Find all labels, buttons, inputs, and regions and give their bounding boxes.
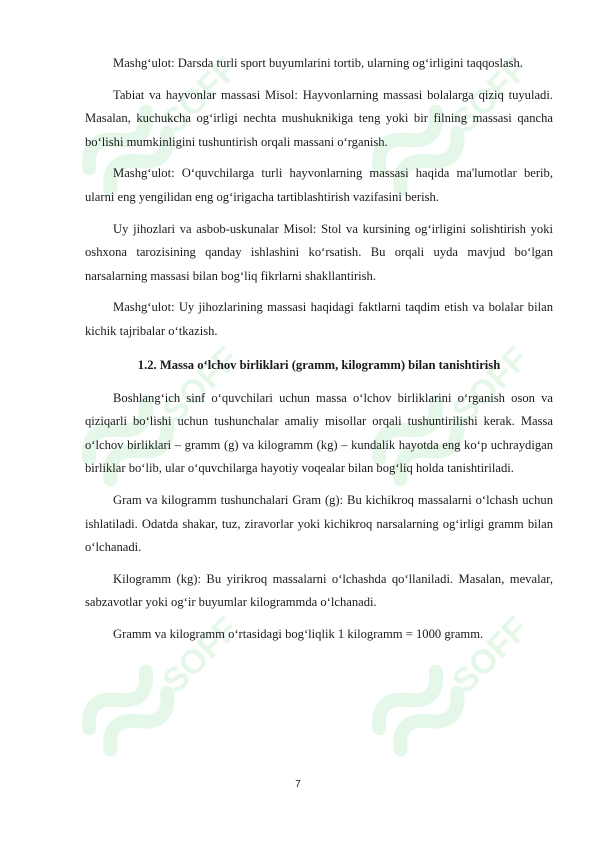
page-number: 7	[295, 779, 301, 790]
paragraph-animals-exercise: Mashg‘ulot: O‘quvchilarga turli hayvonlarning massasi haqida ma'lumotlar berib, ularni eng yengilidan eng og‘irigacha tartiblashtirish vazifasini berish.	[85, 166, 553, 204]
paragraph-sport-exercise: Mashg‘ulot: Darsda turli sport buyumlarini tortib, ularning og‘irligini taqqoslash.	[113, 56, 523, 70]
svg-text:SOFF: SOFF	[445, 49, 537, 141]
svg-text:SOFF: SOFF	[445, 609, 537, 701]
paragraph-units-intro: Boshlang‘ich sinf o‘quvchilari uchun massa o‘lchov birliklarini o‘rganish oson va qiziqarli bo‘lishi uchun tushunchalar amaliy misollar orqali tushuntirilishi kerak. Massa o‘lchov birliklari – gramm (g) va kilogramm (kg) – kundalik hayotda eng ko‘p uchraydigan birliklar bo‘lib, ular o‘quvchilarga hayotiy voqealar bilan bog‘liq holda tanishtiriladi.	[85, 390, 553, 476]
paragraph-kilogram: Kilogramm (kg): Bu yirikroq massalarni o‘lchashda qo‘llaniladi. Masalan, mevalar, sabzavotlar yoki og‘ir buyumlar kilogrammda o‘lchanadi.	[85, 571, 553, 610]
svg-text:SOFF: SOFF	[155, 339, 247, 431]
svg-text:SOFF: SOFF	[445, 339, 537, 431]
svg-text:SOFF: SOFF	[155, 49, 247, 141]
paragraph-gram: Gram va kilogramm tushunchalari Gram (g): Bu kichikroq massalarni o‘lchash uchun ishlatiladi. Odatda shakar, tuz, ziravorlar yoki kichikroq narsalarning og‘irligi gramm bilan o‘lchanadi.	[85, 492, 553, 555]
paragraph-household-items: Uy jihozlari va asbob-uskunalar Misol: Stol va kursining og‘irligini solishtirish yoki oshxona tarozisining qanday ishlashini ko‘rsatish. Bu orqali uyda mavjud bo‘lgan narsalarning massasi bilan bog‘liq fikrlarni shakllantirish.	[85, 221, 553, 283]
paragraph-conversion: Gramm va kilogramm o‘rtasidagi bog‘liqlik 1 kilogramm = 1000 gramm.	[113, 626, 484, 641]
paragraph-household-exercise: Mashg‘ulot: Uy jihozlarining massasi haqidagi faktlarni taqdim etish va bolalar bilan kichik tajribalar o‘tkazish.	[85, 300, 553, 338]
page-content	[85, 49, 553, 654]
paragraph-animals-mass: Tabiat va hayvonlar massasi Misol: Hayvonlarning massasi bolalarga qiziq tuyuladi. Masalan, kuchukcha og‘irligi nechta mushuknikiga teng yoki bir filning massasi qancha bo‘lishi mumkinligini tushuntirish orqali massani o‘rganish.	[85, 87, 553, 149]
svg-text:SOFF: SOFF	[155, 609, 247, 701]
section-heading: 1.2. Massa o‘lchov birliklari (gramm, kilogramm) bilan tanishtirish	[137, 357, 501, 372]
